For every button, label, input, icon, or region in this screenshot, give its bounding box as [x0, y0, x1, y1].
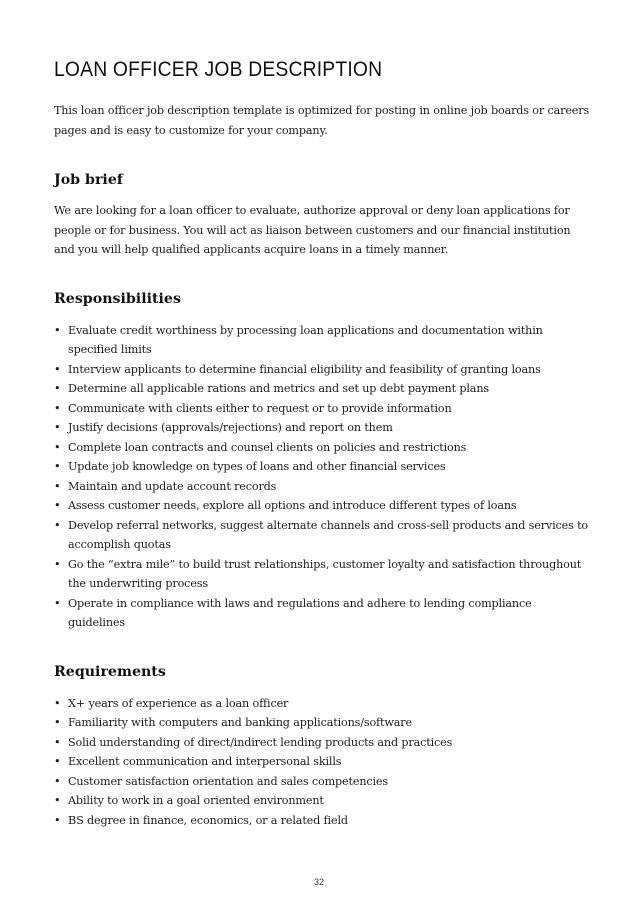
list-item — [54, 496, 590, 516]
bullet-icon: • — [54, 460, 61, 473]
bullet-icon: • — [54, 813, 61, 827]
list-item — [54, 811, 590, 831]
bullet-icon: • — [54, 696, 61, 710]
bullet-icon: • — [54, 499, 61, 512]
list-item — [54, 594, 590, 633]
list-item-text: Operate in compliance with laws and regulations and adhere to lending compliance guidelines — [68, 596, 532, 629]
list-item — [54, 772, 590, 792]
bullet-icon: • — [54, 323, 61, 337]
list-item-text: X+ years of experience as a loan officer — [68, 696, 289, 710]
bullet-icon: • — [54, 755, 61, 768]
list-item-text: Familiarity with computers and banking applications/software — [68, 716, 412, 729]
bullet-icon: • — [54, 518, 61, 532]
list-item — [54, 360, 590, 380]
bullet-icon: • — [54, 716, 61, 729]
list-item-text: BS degree in finance, economics, or a related field — [68, 813, 348, 827]
bullet-icon: • — [54, 735, 61, 749]
list-item-text: Interview applicants to determine financial eligibility and feasibility of granting loans — [68, 362, 541, 376]
list-item — [54, 321, 590, 360]
list-item-text: Evaluate credit worthiness by processing loan applications and documentation within specified limits — [68, 323, 543, 356]
bullet-icon: • — [54, 362, 61, 376]
list-item — [54, 457, 590, 477]
responsibilities-heading: Responsibilities — [54, 290, 181, 307]
list-item-text: Develop referral networks, suggest alternate channels and cross-sell products and services to accomplish quotas — [68, 518, 589, 551]
list-item — [54, 438, 590, 458]
document-page — [54, 56, 590, 830]
list-item-text: Maintain and update account records — [68, 479, 277, 493]
intro-paragraph: This loan officer job description template is optimized for posting in online job boards or careers pages and is easy to customize for your company. — [54, 104, 590, 137]
requirements-list — [54, 694, 590, 831]
job-brief-paragraph: We are looking for a loan officer to evaluate, authorize approval or deny loan applications for people or for business. You will act as liaison between customers and our financial institution and you will help qualified applicants acquire loans in a timely manner. — [54, 204, 571, 256]
list-item — [54, 791, 590, 811]
list-item-text: Ability to work in a goal oriented environment — [68, 794, 324, 807]
list-item-text: Excellent communication and interpersonal skills — [68, 755, 342, 768]
list-item — [54, 477, 590, 497]
bullet-icon: • — [54, 557, 61, 571]
list-item — [54, 379, 590, 399]
page-title: LOAN OFFICER JOB DESCRIPTION — [54, 58, 383, 81]
list-item-text: Go the “extra mile” to build trust relationships, customer loyalty and satisfaction throughout the underwriting process — [68, 557, 582, 590]
list-item-text: Update job knowledge on types of loans and other financial services — [68, 460, 446, 473]
list-item-text: Justify decisions (approvals/rejections) and report on them — [68, 421, 393, 434]
list-item-text: Solid understanding of direct/indirect lending products and practices — [68, 735, 453, 749]
bullet-icon: • — [54, 596, 61, 610]
list-item-text: Communicate with clients either to request or to provide information — [68, 401, 452, 415]
bullet-icon: • — [54, 401, 61, 415]
list-item — [54, 399, 590, 419]
bullet-icon: • — [54, 382, 61, 395]
list-item-text: Assess customer needs, explore all options and introduce different types of loans — [68, 499, 517, 512]
list-item — [54, 555, 590, 594]
list-item — [54, 733, 590, 753]
list-item — [54, 752, 590, 772]
requirements-heading: Requirements — [54, 663, 166, 680]
bullet-icon: • — [54, 440, 61, 454]
list-item — [54, 694, 590, 714]
bullet-icon: • — [54, 421, 61, 434]
list-item — [54, 713, 590, 733]
list-item-text: Complete loan contracts and counsel clients on policies and restrictions — [68, 440, 467, 454]
job-brief-heading: Job brief — [54, 172, 123, 188]
bullet-icon: • — [54, 774, 61, 788]
bullet-icon: • — [54, 479, 61, 493]
bullet-icon: • — [54, 794, 61, 807]
list-item-text: Customer satisfaction orientation and sales competencies — [68, 774, 388, 788]
page-number: 32 — [313, 877, 324, 887]
responsibilities-list — [54, 321, 590, 633]
list-item-text: Determine all applicable rations and metrics and set up debt payment plans — [68, 382, 489, 395]
list-item — [54, 516, 590, 555]
list-item — [54, 418, 590, 438]
